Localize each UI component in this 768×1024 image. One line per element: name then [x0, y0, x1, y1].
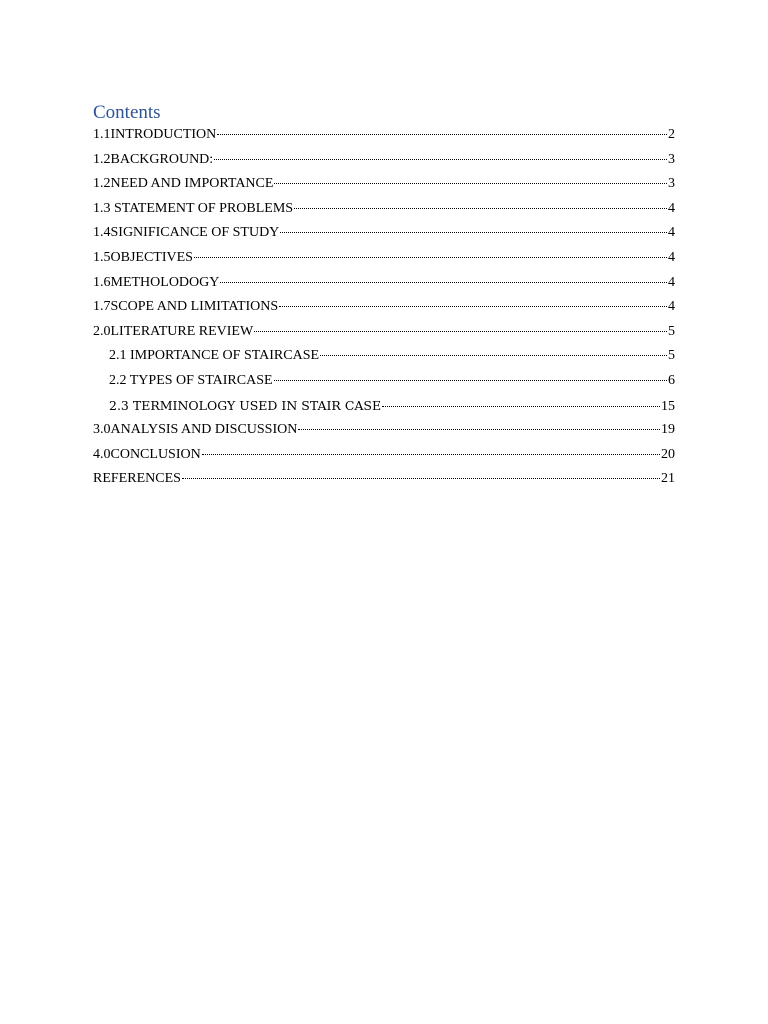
toc-entry-references[interactable] — [93, 469, 675, 494]
toc-entry-conclusion[interactable] — [93, 445, 675, 470]
toc-entry-title: 1.1INTRODUCTION — [93, 127, 217, 142]
toc-dot-leader — [182, 478, 660, 479]
toc-entry-page: 15 — [661, 398, 675, 414]
toc-dot-leader — [279, 306, 667, 307]
toc-entry-title: 1.5OBJECTIVES — [93, 249, 193, 265]
toc-entry-title: 1.4SIGNIFICANCE OF STUDY — [93, 225, 280, 241]
toc-dot-leader — [280, 232, 667, 233]
toc-entry-title: REFERENCES — [93, 471, 181, 487]
toc-entry-page: 19 — [661, 422, 675, 438]
toc-entry-page: 6 — [668, 372, 675, 388]
toc-entry-title: 1.6METHOLODOGY — [93, 274, 220, 290]
toc-entry-page: 5 — [668, 348, 675, 364]
toc-entry-need-and-importance[interactable] — [93, 174, 675, 199]
toc-dot-leader — [382, 406, 660, 407]
toc-dot-leader — [220, 282, 667, 283]
toc-entry-page: 3 — [668, 176, 675, 192]
toc-entry-literature-review[interactable] — [93, 322, 675, 347]
toc-entry-scope-and-limitations[interactable] — [93, 297, 675, 322]
toc-entry-terminology-used-in-stair-case[interactable] — [93, 396, 675, 421]
toc-entry-significance-of-study[interactable] — [93, 223, 675, 248]
toc-entry-title: 1.7SCOPE AND LIMITATIONS — [93, 299, 279, 315]
toc-heading: Contents — [93, 102, 161, 123]
toc-entry-analysis-and-discussion[interactable] — [93, 420, 675, 445]
toc-entry-page: 4 — [668, 225, 675, 241]
toc-dot-leader — [298, 429, 660, 430]
toc-dot-leader — [274, 183, 667, 184]
toc-entry-page: 2 — [668, 127, 675, 142]
toc-dot-leader — [254, 331, 667, 332]
toc-entry-introduction[interactable] — [93, 125, 675, 150]
toc-entry-page: 4 — [668, 274, 675, 290]
toc-entry-title: 2.3 TERMINOLOGY USED IN STAIR CASE — [109, 397, 382, 413]
toc-entry-title: 2.2 TYPES OF STAIRCASE — [109, 372, 273, 388]
toc-entry-types-of-staircase[interactable] — [93, 371, 675, 396]
toc-entry-page: 4 — [668, 200, 675, 216]
toc-entry-page: 5 — [668, 323, 675, 339]
toc-entry-background[interactable] — [93, 150, 675, 175]
toc-entry-title: 2.1 IMPORTANCE OF STAIRCASE — [109, 348, 320, 364]
toc-entry-objectives[interactable] — [93, 248, 675, 273]
toc-entry-page: 21 — [661, 471, 675, 487]
table-of-contents — [93, 125, 675, 494]
toc-dot-leader — [202, 454, 660, 455]
toc-dot-leader — [320, 355, 667, 356]
toc-entry-title: 1.3 STATEMENT OF PROBLEMS — [93, 200, 294, 216]
toc-entry-page: 4 — [668, 249, 675, 265]
toc-entry-title: 3.0ANALYSIS AND DISCUSSION — [93, 422, 298, 438]
toc-entry-title: 1.2BACKGROUND: — [93, 151, 214, 167]
toc-dot-leader — [194, 257, 667, 258]
toc-dot-leader — [294, 208, 667, 209]
toc-dot-leader — [217, 134, 667, 135]
toc-entry-methodology[interactable] — [93, 273, 675, 298]
toc-dot-leader — [214, 159, 667, 160]
toc-entry-statement-of-problems[interactable] — [93, 199, 675, 224]
toc-dot-leader — [274, 380, 667, 381]
toc-entry-page: 3 — [668, 151, 675, 167]
toc-entry-title: 4.0CONCLUSION — [93, 446, 201, 462]
toc-entry-page: 4 — [668, 299, 675, 315]
toc-entry-title: 2.0LITERATURE REVIEW — [93, 323, 254, 339]
toc-entry-page: 20 — [661, 446, 675, 462]
toc-entry-importance-of-staircase[interactable] — [93, 346, 675, 371]
toc-entry-title: 1.2NEED AND IMPORTANCE — [93, 176, 274, 192]
